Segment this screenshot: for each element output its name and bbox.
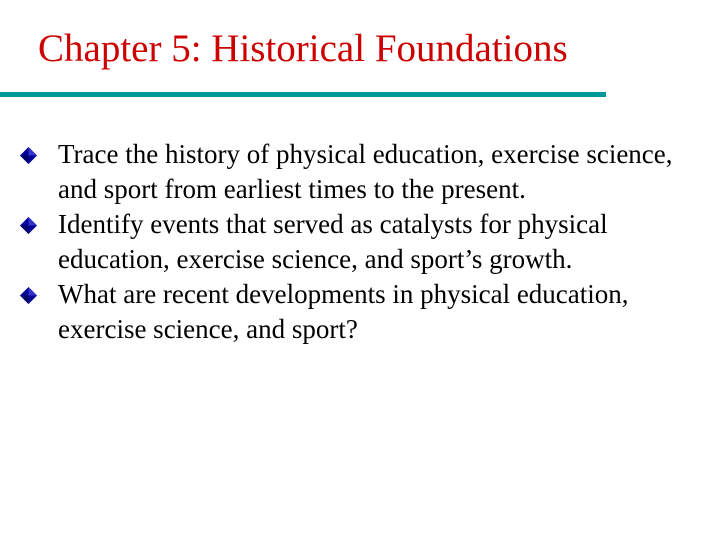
bullet-item xyxy=(20,277,700,347)
bullet-list xyxy=(20,137,700,347)
diamond-bullet-icon xyxy=(20,147,37,164)
slide-title: Chapter 5: Historical Foundations xyxy=(38,27,568,70)
diamond-bullet-icon xyxy=(20,217,37,234)
bullet-item xyxy=(20,137,700,207)
bullet-text: Identify events that served as catalysts for physical education, exercise science, and sport’s growth. xyxy=(58,209,608,274)
diamond-bullet-icon xyxy=(20,287,37,304)
bullet-text: Trace the history of physical education, exercise science, and sport from earliest times to the present. xyxy=(58,139,673,204)
bullet-text: What are recent developments in physical education, exercise science, and sport? xyxy=(58,279,629,344)
title-underline xyxy=(0,92,606,97)
bullet-item xyxy=(20,207,700,277)
